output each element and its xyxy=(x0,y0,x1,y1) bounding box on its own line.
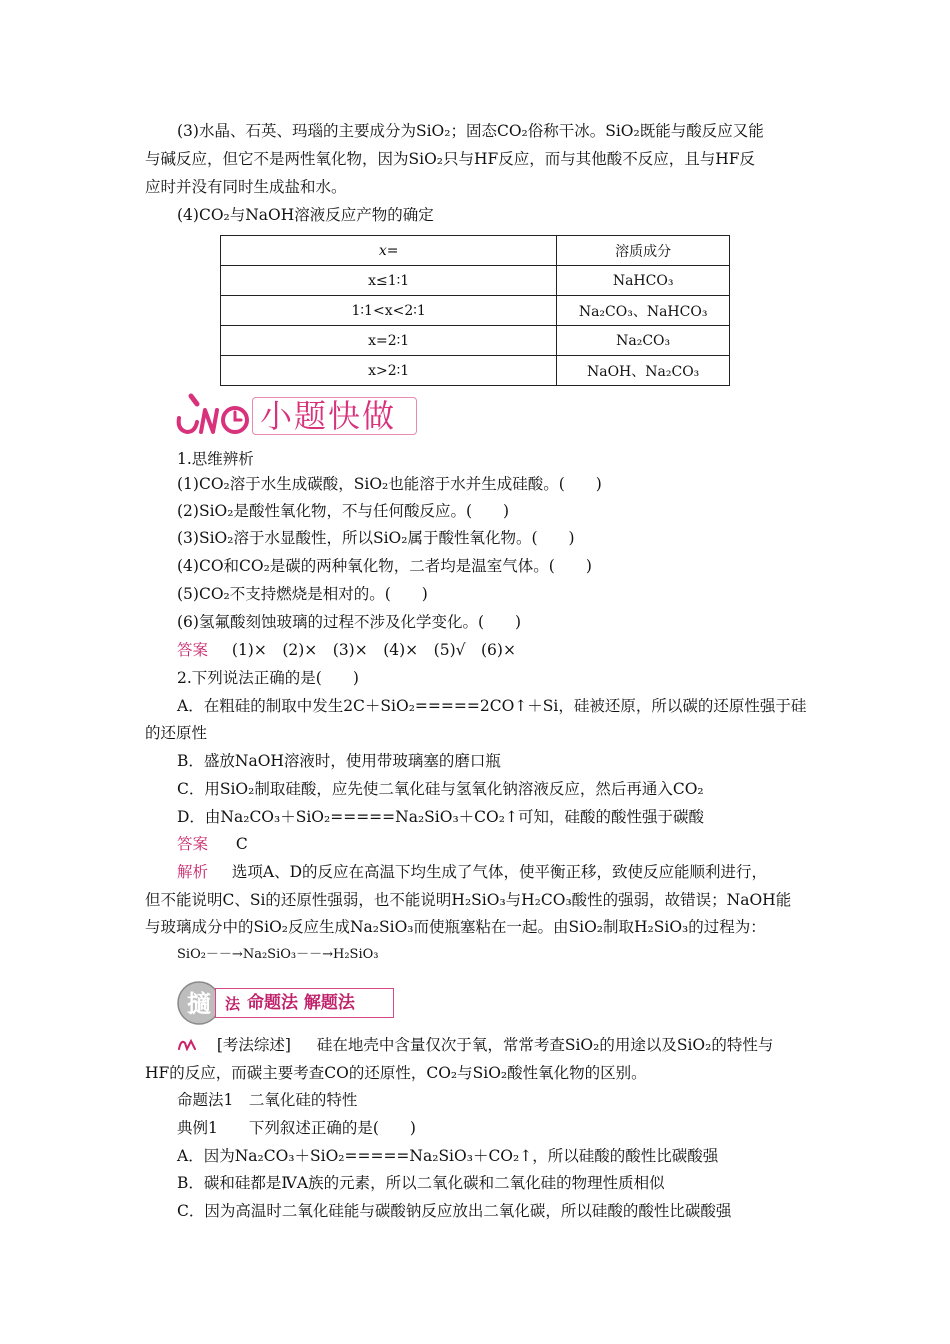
table-header-row xyxy=(221,236,730,266)
method1-option-a: A．因为Na₂CO₃＋SiO₂=====Na₂SiO₃＋CO₂↑，所以硅酸的酸性比碳酸强 xyxy=(177,1147,719,1165)
answer-text: (1)× (2)× (3)× (4)× (5)√ (6)× xyxy=(231,641,516,659)
q2-answer xyxy=(177,834,248,854)
table-header-cell: 溶质成分 xyxy=(557,236,730,266)
q1-item-2: (2)SiO₂是酸性氧化物，不与任何酸反应。( ) xyxy=(177,502,510,520)
table-row xyxy=(221,356,730,386)
p3-line-1: (3)水晶、石英、玛瑙的主要成分为SiO₂；固态CO₂俗称干冰。SiO₂既能与酸反应又能 xyxy=(177,122,764,140)
p3-line-2: 与碱反应，但它不是两性氧化物，因为SiO₂只与HF反应，而与其他酸不反应，且与HF反 xyxy=(145,150,756,168)
quick-banner-title: 小题快做 xyxy=(260,397,397,435)
pen-icon xyxy=(177,1037,199,1051)
table-cell: 1∶1<x<2∶1 xyxy=(221,296,557,326)
table-cell: Na₂CO₃、NaHCO₃ xyxy=(557,296,730,326)
solute-table xyxy=(220,235,730,386)
analysis-text: 选项A、D的反应在高温下均生成了气体，使平衡正移，致使反应能顺利进行， xyxy=(231,863,768,881)
table-row xyxy=(221,326,730,356)
table-header-cell: x= xyxy=(221,236,557,266)
table-cell: x=2∶1 xyxy=(221,326,557,356)
q1-item-3: (3)SiO₂溶于水显酸性，所以SiO₂属于酸性氧化物。( ) xyxy=(177,529,575,547)
answer-label: 答案 xyxy=(177,641,209,659)
method-banner-title: 命题法 解题法 xyxy=(247,993,355,1013)
q2-analysis-line-3: 与玻璃成分中的SiO₂反应生成Na₂SiO₃而使瓶塞粘在一起。由SiO₂制取H₂SiO₃的过程为： xyxy=(145,918,766,936)
summary-line-2: HF的反应，而碳主要考查CO的还原性，CO₂与SiO₂酸性氧化物的区别。 xyxy=(145,1064,647,1082)
q1-item-5: (5)CO₂不支持燃烧是相对的。( ) xyxy=(177,585,428,603)
q1-item-4: (4)CO和CO₂是碳的两种氧化物，二者均是温室气体。( ) xyxy=(177,557,592,575)
q2-title: 2.下列说法正确的是( ) xyxy=(177,669,359,687)
q2-option-c: C．用SiO₂制取硅酸，应先使二氧化硅与氢氧化钠溶液反应，然后再通入CO₂ xyxy=(177,780,704,798)
q2-analysis-line-1 xyxy=(177,862,767,882)
svg-text:擿: 擿 xyxy=(187,990,211,1018)
table-cell: x>2∶1 xyxy=(221,356,557,386)
table-cell: NaOH、Na₂CO₃ xyxy=(557,356,730,386)
q2-option-d: D．由Na₂CO₃＋SiO₂=====Na₂SiO₃＋CO₂↑可知，硅酸的酸性强于碳酸 xyxy=(177,808,704,826)
analysis-label: 解析 xyxy=(177,863,209,881)
p4-title: (4)CO₂与NaOH溶液反应产物的确定 xyxy=(177,206,434,224)
summary-label: [考法综述] xyxy=(216,1036,291,1054)
method1-example: 典例1 下列叙述正确的是( ) xyxy=(177,1119,416,1137)
answer-text: C xyxy=(235,835,248,853)
method1-title: 命题法1 二氧化硅的特性 xyxy=(177,1091,358,1109)
method1-option-b: B．碳和硅都是ⅣA族的元素，所以二氧化碳和二氧化硅的物理性质相似 xyxy=(177,1174,665,1192)
table-row xyxy=(221,296,730,326)
q1-item-1: (1)CO₂溶于水生成碳酸，SiO₂也能溶于水并生成硅酸。( ) xyxy=(177,475,602,493)
table-cell: Na₂CO₃ xyxy=(557,326,730,356)
summary-line-1 xyxy=(177,1035,773,1055)
table-cell: x≤1∶1 xyxy=(221,266,557,296)
quick-practice-banner xyxy=(175,388,425,440)
method-banner xyxy=(175,978,395,1028)
q2-analysis-line-2: 但不能说明C、Si的还原性强弱，也不能说明H₂SiO₃与H₂CO₃酸性的强弱，故错误；NaOH能 xyxy=(145,891,792,909)
quick-logo-icon xyxy=(175,388,253,440)
q2-option-b: B．盛放NaOH溶液时，使用带玻璃塞的磨口瓶 xyxy=(177,752,501,770)
q1-answer xyxy=(177,640,516,660)
answer-label: 答案 xyxy=(177,835,209,853)
summary-text: 硅在地壳中含量仅次于氧，常常考查SiO₂的用途以及SiO₂的特性与 xyxy=(316,1036,774,1054)
q2-option-a-line-2: 的还原性 xyxy=(145,724,208,742)
table-cell: NaHCO₃ xyxy=(557,266,730,296)
method-banner-lead: 法 xyxy=(225,995,241,1013)
q1-item-6: (6)氢氟酸刻蚀玻璃的过程不涉及化学变化。( ) xyxy=(177,613,522,631)
q2-option-a-line-1: A．在粗硅的制取中发生2C＋SiO₂=====2CO↑＋Si，硅被还原，所以碳的还原性强于硅 xyxy=(177,697,807,715)
table-row xyxy=(221,266,730,296)
q1-title: 1.思维辨析 xyxy=(177,450,254,468)
p3-line-3: 应时并没有同时生成盐和水。 xyxy=(145,178,347,196)
q2-analysis-line-4: SiO₂－－→Na₂SiO₃－－→H₂SiO₃ xyxy=(177,947,379,962)
method1-option-c: C．因为高温时二氧化硅能与碳酸钠反应放出二氧化碳，所以硅酸的酸性比碳酸强 xyxy=(177,1202,732,1220)
